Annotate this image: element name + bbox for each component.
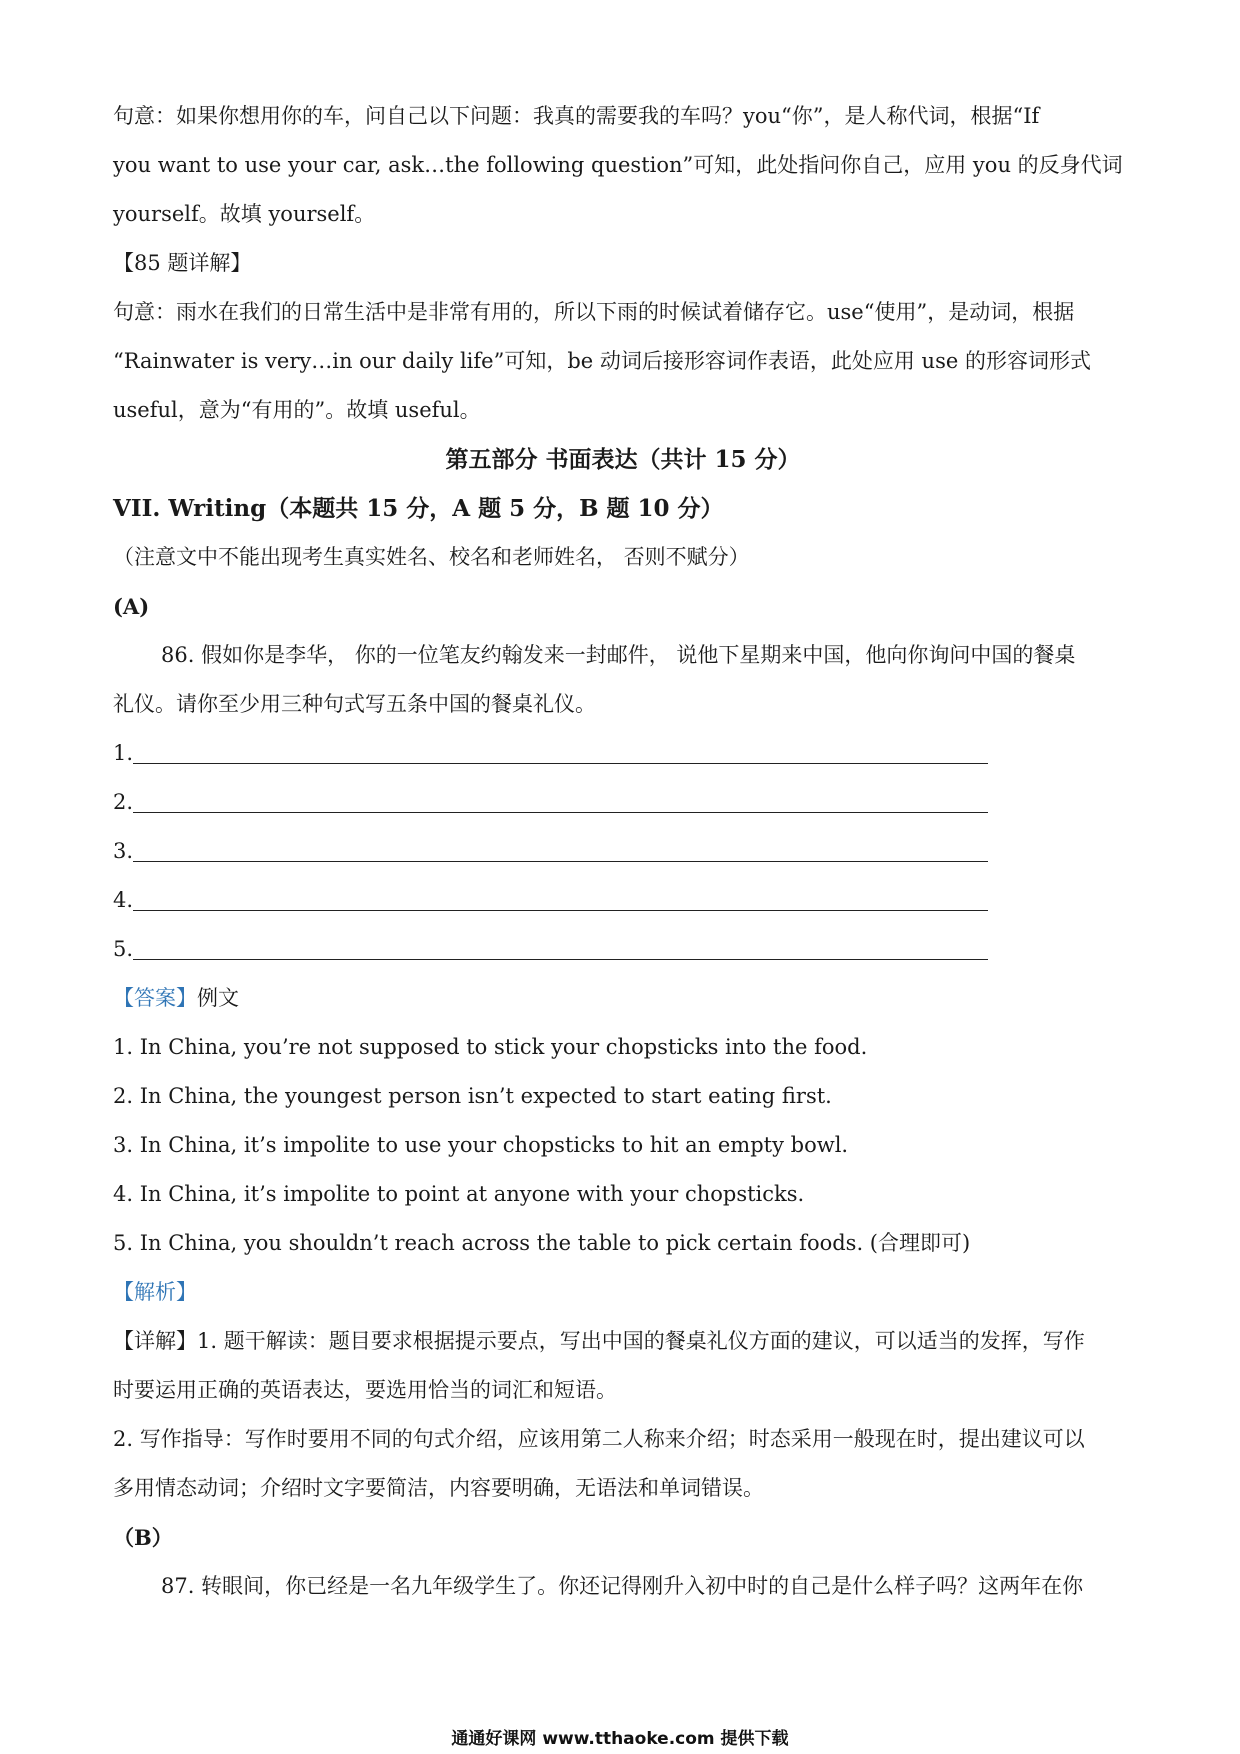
part-b-label: （B） (113, 1525, 173, 1550)
blank-line[interactable] (133, 841, 988, 862)
answer-blank-4[interactable] (113, 876, 1133, 925)
part-a-label: (A) (113, 594, 150, 619)
explanation84-line2: you want to use your car, ask…the following question”可知，此处指问你自己，应用 you 的反身代词 (113, 153, 1123, 177)
detail-line1 (113, 1317, 1133, 1366)
blank-number: 5. (113, 937, 134, 961)
answer-blank-3[interactable] (113, 827, 1133, 876)
q86-line1: 86. 假如你是李华， 你的一位笔友约翰发来一封邮件， 说他下星期来中国，他向你询问中国的餐桌 (161, 643, 1076, 667)
detail-text: 1. 题干解读：题目要求根据提示要点，写出中国的餐桌礼仪方面的建议，可以适当的发挥，写作 (197, 1329, 1085, 1353)
detail-line2: 时要运用正确的英语表达，要选用恰当的词汇和短语。 (113, 1378, 617, 1402)
blank-line[interactable] (133, 792, 988, 813)
explanation85-header: 【85 题详解】 (113, 251, 252, 275)
writing-section-title: VII. Writing（本题共 15 分，A 题 5 分，B 题 10 分） (113, 495, 724, 522)
answer-label: 【答案】 (113, 986, 197, 1010)
blank-number: 1. (113, 741, 134, 765)
explanation85-line3: useful，意为“有用的”。故填 useful。 (113, 398, 481, 422)
answer-item-5: 5. In China, you shouldn’t reach across the table to pick certain foods. (合理即可) (113, 1231, 971, 1255)
blank-line[interactable] (133, 890, 988, 911)
answer-item-1: 1. In China, you’re not supposed to stick your chopsticks into the food. (113, 1035, 868, 1059)
q87-line1: 87. 转眼间，你已经是一名九年级学生了。你还记得刚升入初中时的自己是什么样子吗？这两年在你 (161, 1574, 1084, 1598)
analysis-label: 【解析】 (113, 1280, 197, 1304)
page-footer: 通通好课网 www.tthaoke.com 提供下载 (451, 1729, 789, 1749)
blank-line[interactable] (133, 939, 988, 960)
blank-number: 3. (113, 839, 134, 863)
detail-label: 【详解】 (113, 1329, 197, 1353)
explanation84-line3: yourself。故填 yourself。 (113, 202, 376, 226)
answer-blank-2[interactable] (113, 778, 1133, 827)
answer-item-3: 3. In China, it’s impolite to use your chopsticks to hit an empty bowl. (113, 1133, 849, 1157)
answer-blank-5[interactable] (113, 925, 1133, 974)
explanation85-line1: 句意：雨水在我们的日常生活中是非常有用的，所以下雨的时候试着储存它。use“使用”，是动词，根据 (113, 300, 1075, 324)
answer-item-2: 2. In China, the youngest person isn’t expected to start eating first. (113, 1084, 832, 1108)
answer-blank-1[interactable] (113, 729, 1133, 778)
part5-title: 第五部分 书面表达（共计 15 分） (445, 446, 801, 473)
blank-line[interactable] (133, 743, 988, 764)
answer-label-suffix: 例文 (197, 986, 239, 1010)
explanation85-line2: “Rainwater is very…in our daily life”可知，be 动词后接形容词作表语，此处应用 use 的形容词形式 (113, 349, 1091, 373)
blank-number: 4. (113, 888, 134, 912)
answer-header (113, 974, 1133, 1023)
q86-line2: 礼仪。请你至少用三种句式写五条中国的餐桌礼仪。 (113, 692, 596, 716)
detail-line4: 多用情态动词；介绍时文字要简洁，内容要明确，无语法和单词错误。 (113, 1476, 764, 1500)
document-page (113, 92, 1133, 1611)
answer-item-4: 4. In China, it’s impolite to point at anyone with your chopsticks. (113, 1182, 805, 1206)
detail-line3: 2. 写作指导：写作时要用不同的句式介绍，应该用第二人称来介绍；时态采用一般现在时，提出建议可以 (113, 1427, 1085, 1451)
writing-note: （注意文中不能出现考生真实姓名、校名和老师姓名， 否则不赋分） (113, 545, 750, 569)
explanation84-line1: 句意：如果你想用你的车，问自己以下问题：我真的需要我的车吗？you“你”，是人称代词，根据“If (113, 104, 1040, 128)
blank-number: 2. (113, 790, 134, 814)
